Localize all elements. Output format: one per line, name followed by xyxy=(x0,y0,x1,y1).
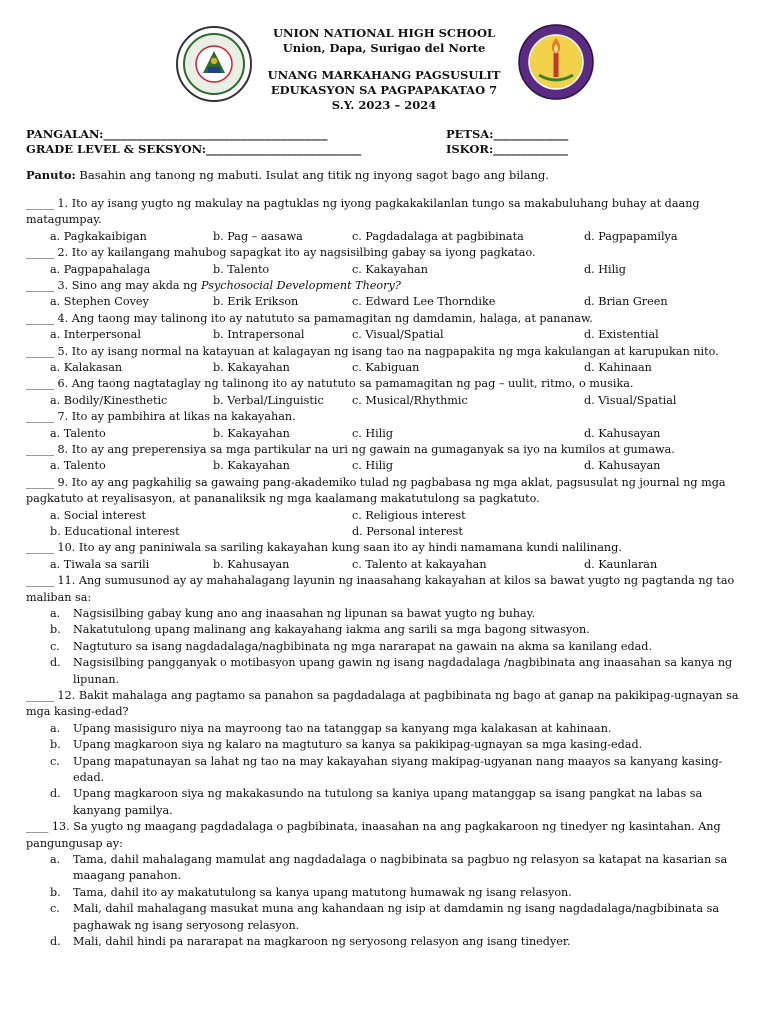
question-item xyxy=(26,409,748,442)
question-text: _____ 7. Ito ay pambihira at likas na kakayahan. xyxy=(26,410,296,424)
directions-text: Basahin ang tanong ng mabuti. Isulat ang titik ng inyong sagot bago ang bilang. xyxy=(75,168,549,182)
date-field[interactable]: PETSA:_____________ xyxy=(446,127,569,141)
answer-option[interactable]: a. Kalakasan xyxy=(50,361,123,374)
question-item xyxy=(26,376,748,409)
answer-option[interactable]: c. Hilig xyxy=(352,426,394,440)
field-row-2 xyxy=(26,142,746,157)
answer-option[interactable]: d. Kahusayan xyxy=(584,459,661,473)
answer-option[interactable]: a. Interpersonal xyxy=(50,328,141,342)
directions xyxy=(26,168,756,182)
question-item xyxy=(26,688,748,819)
question-text-italic: Psychosocial Development Theory? xyxy=(201,279,401,292)
question-item xyxy=(26,475,748,541)
answer-option[interactable]: d. Kaunlaran xyxy=(584,557,658,571)
question-stem xyxy=(26,245,748,261)
answer-option[interactable]: d. Personal interest xyxy=(352,524,463,538)
answer-option[interactable]: b. Kakayahan xyxy=(213,426,290,440)
option-text: Nakatutulong upang malinang ang kakayahang iakma ang sarili sa mga bagong sitwasyon. xyxy=(73,623,590,637)
answer-option[interactable]: a. Stephen Covey xyxy=(50,295,149,309)
school-name: UNION NATIONAL HIGH SCHOOL xyxy=(272,26,496,40)
exam-header xyxy=(0,68,768,113)
option-text: Tama, dahil ito ay makatutulong sa kanya upang matutong humawak ng isang relasyon. xyxy=(73,885,572,899)
option-letter: a. xyxy=(50,721,61,735)
answer-option[interactable]: c. Edward Lee Thorndike xyxy=(352,295,496,309)
answer-option[interactable] xyxy=(26,737,748,753)
question-list xyxy=(26,196,748,951)
option-letter: d. xyxy=(50,787,61,801)
option-letter: c. xyxy=(50,902,60,916)
answer-option[interactable]: d. Visual/Spatial xyxy=(584,393,677,407)
question-text: _____ 9. Ito ay ang pagkahilig sa gawaing pang-akademiko tulad ng pagbabasa ng mga aklat, pagsusulat ng journal ng mga pagkatuto at reyalisasyon, at pananaliksik ng mga kaalamang makatutulong sa pagkatuto. xyxy=(26,475,726,506)
name-field[interactable]: PANGALAN:_______________________________________ xyxy=(26,127,328,141)
option-text: Nagsisilbing gabay kung ano ang inaasahan ng lipunan sa bawat yugto ng buhay. xyxy=(73,606,536,620)
answer-option[interactable]: a. Social interest xyxy=(50,508,146,522)
question-stem xyxy=(26,540,748,556)
option-letter: a. xyxy=(50,606,61,620)
options-list xyxy=(26,721,748,819)
question-stem xyxy=(26,442,748,458)
options-row xyxy=(26,229,748,245)
options-list xyxy=(26,852,748,950)
question-text: _____ 12. Bakit mahalaga ang pagtamo sa panahon sa pagdadalaga at pagbibinata ng bago at ganap na pakikipag-ugnayan sa mga kasing-edad? xyxy=(26,689,739,719)
option-text: Upang magkaroon siya ng makakasundo na tutulong sa kaniya upang matanggap sa isang pangkat na labas sa kanyang pamilya. xyxy=(73,787,703,817)
answer-option[interactable] xyxy=(26,754,748,787)
question-text: _____ 5. Ito ay isang normal na katayuan at kalagayan ng isang tao na nagpapakita ng mga kakulangan at karupukan nito. xyxy=(26,344,719,358)
answer-option[interactable]: a. Pagkakaibigan xyxy=(50,229,147,243)
answer-option[interactable]: c. Musical/Rhythmic xyxy=(352,393,468,407)
option-text: Nagsisilbing pangganyak o motibasyon upang gawin ng isang nagdadalaga /nagbibinata ang inaasahan sa kanya ng lipunan. xyxy=(73,656,733,686)
question-text: _____ 4. Ang taong may talinong ito ay natututo sa pamamagitan ng damdamin, halaga, at pananaw. xyxy=(26,311,593,325)
answer-option[interactable] xyxy=(26,606,748,622)
question-text: _____ 2. Ito ay kailangang mahubog sapagkat ito ay nagsisilbing gabay sa iyong pagkatao. xyxy=(26,246,536,260)
answer-option[interactable] xyxy=(26,934,748,950)
directions-label: Panuto: xyxy=(26,168,76,182)
answer-option[interactable] xyxy=(26,852,748,885)
options-row xyxy=(26,393,748,409)
option-text: Upang mapatunayan sa lahat ng tao na may kakayahan siyang makipag-ugyanan nang maayos sa kanyang kasing-edad. xyxy=(73,754,723,785)
answer-option[interactable]: a. Talento xyxy=(50,459,106,473)
question-text: _____ 3. Sino ang may akda ng xyxy=(26,279,202,292)
answer-option[interactable]: b. Kakayahan xyxy=(213,361,290,374)
option-letter: b. xyxy=(50,738,61,752)
options-row xyxy=(26,557,748,573)
option-text: Upang magkaroon siya ng kalaro na magtuturo sa kanya sa pakikipag-ugnayan sa mga kasing-edad. xyxy=(73,738,643,752)
option-text: Mali, dahil hindi pa nararapat na magkaroon ng seryosong relasyon ang isang tinedyer. xyxy=(73,935,571,949)
school-header xyxy=(0,26,768,56)
student-info-fields xyxy=(26,127,746,157)
question-stem xyxy=(26,475,748,508)
question-text: _____ 11. Ang sumusunod ay ay mahahalagang layunin ng inaasahang kakayahan at kilos sa bawat yugto ng pagtanda ng tao maliban sa: xyxy=(26,574,735,604)
question-text: _____ 6. Ang taong nagtataglay ng talinong ito ay natututo sa pamamagitan ng pag – uulit, ritmo, o musika. xyxy=(26,377,634,391)
answer-option[interactable]: b. Erik Erikson xyxy=(213,295,299,309)
answer-option[interactable]: d. Kahusayan xyxy=(584,426,661,440)
answer-option[interactable] xyxy=(26,786,748,819)
options-row xyxy=(26,508,748,524)
answer-option[interactable]: b. Verbal/Linguistic xyxy=(213,393,324,407)
answer-option[interactable]: a. Bodily/Kinesthetic xyxy=(50,393,168,407)
option-text: Mali, dahil mahalagang masukat muna ang kahandaan ng isip at damdamin ng isang nagdadalaga/nagbibinata sa paghawak ng isang seryosong relasyon. xyxy=(73,902,720,932)
answer-option[interactable]: c. Hilig xyxy=(352,459,394,473)
question-stem xyxy=(26,409,748,425)
question-stem xyxy=(26,376,748,392)
option-text: Nagtuturo sa isang nagdadalaga/nagbibinata ng mga nararapat na gawain na akma sa kanilang edad. xyxy=(73,639,653,653)
option-letter: a. xyxy=(50,853,61,867)
answer-option[interactable] xyxy=(26,901,748,934)
answer-option[interactable]: c. Visual/Spatial xyxy=(352,328,444,342)
options-row xyxy=(26,360,748,376)
answer-option[interactable]: b. Talento xyxy=(213,262,270,276)
options-row xyxy=(26,294,748,310)
answer-option[interactable]: b. Intrapersonal xyxy=(213,328,305,342)
answer-option[interactable]: b. Educational interest xyxy=(50,524,180,538)
options-row xyxy=(26,327,748,343)
option-letter: d. xyxy=(50,656,61,670)
question-item xyxy=(26,344,748,377)
answer-option[interactable] xyxy=(26,622,748,638)
answer-option[interactable]: c. Religious interest xyxy=(352,508,466,522)
score-field[interactable]: ISKOR:_____________ xyxy=(446,142,568,156)
question-stem xyxy=(26,196,748,229)
question-item xyxy=(26,573,748,688)
option-letter: c. xyxy=(50,754,60,768)
school-address: Union, Dapa, Surigao del Norte xyxy=(282,41,486,55)
answer-option[interactable]: c. Kakayahan xyxy=(352,262,428,276)
answer-option[interactable]: d. Pagpapamilya xyxy=(584,229,678,243)
answer-option[interactable]: c. Talento at kakayahan xyxy=(352,557,487,571)
answer-option[interactable]: b. Pag – aasawa xyxy=(213,229,303,243)
option-text: Upang masisiguro niya na mayroong tao na tatanggap sa kanyang mga kalakasan at kahinaan. xyxy=(73,721,612,735)
options-row xyxy=(26,458,748,474)
question-item xyxy=(26,311,748,344)
option-letter: b. xyxy=(50,885,61,899)
option-letter: b. xyxy=(50,623,61,637)
question-stem xyxy=(26,344,748,360)
option-letter: c. xyxy=(50,639,60,653)
answer-option[interactable]: b. Kakayahan xyxy=(213,459,290,473)
question-stem xyxy=(26,278,748,294)
answer-option[interactable] xyxy=(26,721,748,737)
answer-option[interactable]: d. Existential xyxy=(584,328,659,342)
exam-title: UNANG MARKAHANG PAGSUSULIT xyxy=(267,68,501,82)
question-item xyxy=(26,196,748,245)
answer-option[interactable] xyxy=(26,885,748,901)
options-list xyxy=(26,606,748,688)
answer-option[interactable] xyxy=(26,655,748,688)
answer-option[interactable]: a. Pagpapahalaga xyxy=(50,262,151,276)
question-text: _____ 10. Ito ay ang paniniwala sa sariling kakayahan kung saan ito ay hindi namamana kundi nalilinang. xyxy=(26,541,622,555)
answer-option[interactable]: d. Brian Green xyxy=(584,295,668,309)
question-item xyxy=(26,819,748,950)
option-letter: d. xyxy=(50,935,61,949)
options-row xyxy=(26,426,748,442)
question-item xyxy=(26,278,748,311)
question-stem xyxy=(26,688,748,721)
answer-option[interactable]: a. Tiwala sa sarili xyxy=(50,557,150,571)
options-row xyxy=(26,262,748,278)
question-text: _____ 8. Ito ay ang preperensiya sa mga partikular na uri ng gawain na gumaganyak sa iyo na kumilos at gumawa. xyxy=(26,442,675,456)
question-item xyxy=(26,245,748,278)
answer-option[interactable]: a. Talento xyxy=(50,426,106,440)
question-item xyxy=(26,442,748,475)
answer-option[interactable]: c. Kabiguan xyxy=(352,361,420,374)
option-text: Tama, dahil mahalagang mamulat ang nagdadalaga o nagbibinata sa pagbuo ng relasyon sa katapat na kasarian sa maagang panahon. xyxy=(73,853,728,883)
grade-section-field[interactable]: GRADE LEVEL & SEKSYON:___________________________ xyxy=(26,142,362,156)
subject-title: EDUKASYON SA PAGPAPAKATAO 7 xyxy=(270,83,498,97)
question-item xyxy=(26,540,748,573)
answer-option[interactable]: d. Kahinaan xyxy=(584,361,652,374)
answer-option[interactable]: d. Hilig xyxy=(584,262,626,276)
options-row xyxy=(26,524,748,540)
question-stem xyxy=(26,311,748,327)
answer-option[interactable]: c. Pagdadalaga at pagbibinata xyxy=(352,229,524,243)
school-year: S.Y. 2023 – 2024 xyxy=(331,98,437,112)
question-text: _____ 1. Ito ay isang yugto ng makulay na pagtuklas ng iyong pagkakakilanlan tungo sa makabuluhang buhay at daang matagumpay. xyxy=(26,197,700,227)
question-stem xyxy=(26,819,748,852)
question-stem xyxy=(26,573,748,606)
answer-option[interactable]: b. Kahusayan xyxy=(213,557,290,571)
answer-option[interactable] xyxy=(26,639,748,655)
field-row-1 xyxy=(26,127,746,142)
question-text: ____ 13. Sa yugto ng maagang pagdadalaga o pagbibinata, inaasahan na ang pagkakaroon ng tinedyer ng kasintahan. Ang pangungusap ay: xyxy=(26,820,721,850)
